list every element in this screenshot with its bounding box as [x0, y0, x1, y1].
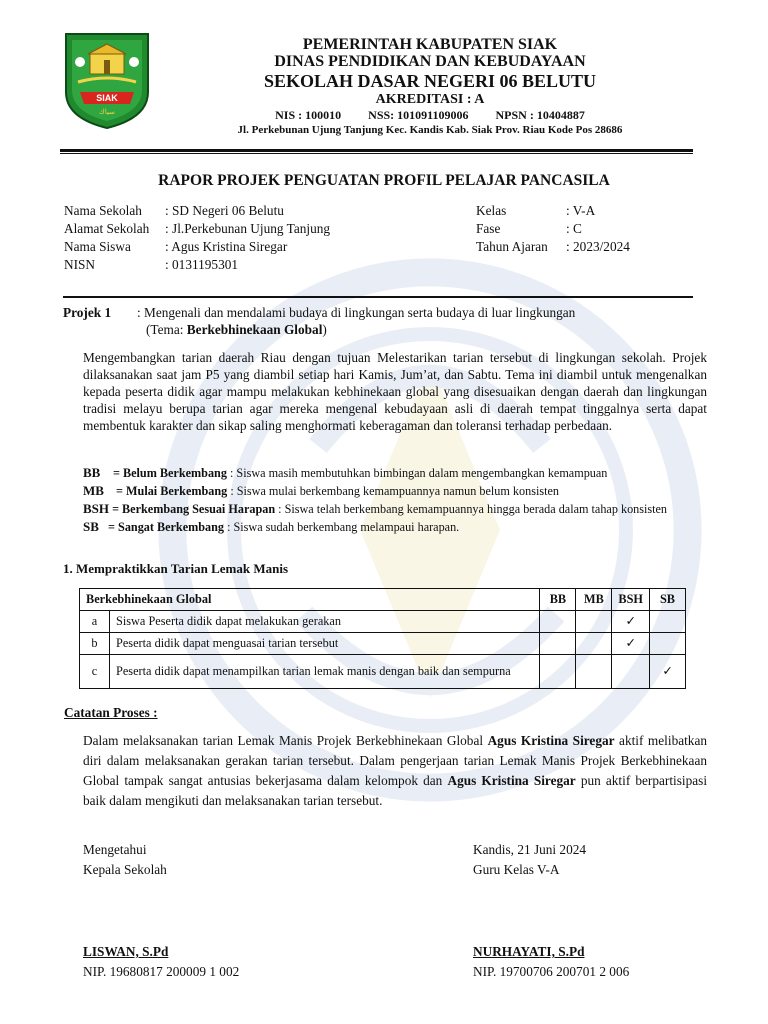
cell-bb [540, 633, 576, 655]
info-row [64, 220, 330, 238]
npsn-number: NPSN : 10404887 [495, 108, 585, 122]
row-letter: b [80, 633, 110, 655]
letterhead-ids [150, 108, 710, 123]
signature-nip: NIP. 19680817 200009 1 002 [83, 963, 240, 979]
info-label: Fase [476, 221, 501, 236]
column-header-sb: SB [650, 589, 686, 611]
cell-bb [540, 655, 576, 689]
cell-sb [650, 633, 686, 655]
info-row [64, 238, 330, 256]
info-label: Alamat Sekolah [64, 221, 150, 236]
student-info-left [64, 202, 330, 274]
cell-mb [576, 655, 612, 689]
cell-sb [650, 611, 686, 633]
notes-student-name: Agus Kristina Siregar [487, 733, 615, 748]
cell-sb: ✓ [650, 655, 686, 689]
letterhead [150, 36, 710, 137]
row-criterion: Siswa Peserta didik dapat melakukan gerakan [110, 611, 540, 633]
info-label: Nama Sekolah [64, 203, 142, 218]
legend-item [83, 482, 707, 500]
project-desc: : Mengenali dan mendalami budaya di lingkungan serta budaya di luar lingkungan [137, 305, 576, 320]
legend-code: BB [83, 465, 101, 480]
row-criterion: Peserta didik dapat menguasai tarian tersebut [110, 633, 540, 655]
project-line [63, 304, 575, 321]
legend-desc: : Siswa sudah berkembang melampaui harapan. [224, 520, 460, 534]
legend-term: = Mulai Berkembang [113, 484, 228, 498]
info-label: Kelas [476, 203, 507, 218]
info-value: : Jl.Perkebunan Ujung Tanjung [165, 221, 331, 236]
info-value: : 2023/2024 [566, 239, 630, 254]
siak-regency-logo [60, 30, 154, 130]
info-label: Nama Siswa [64, 239, 131, 254]
row-criterion: Peserta didik dapat menampilkan tarian lemak manis dengan baik dan sempurna [110, 655, 540, 689]
legend-item [83, 464, 707, 482]
info-value: : Agus Kristina Siregar [165, 239, 288, 254]
logo-text: SIAK [96, 93, 118, 103]
signature-principal-name-block [83, 942, 239, 981]
column-header-bsh: BSH [612, 589, 650, 611]
info-row [476, 220, 630, 238]
info-label: Tahun Ajaran [476, 239, 548, 254]
signature-place-date: Kandis, 21 Juni 2024 [473, 842, 587, 857]
project-description: Mengembangkan tarian daerah Riau dengan tujuan Melestarikan tarian tersebut di lingkungan sekolah. Projek dilaksanakan saat jam P5 yang diambil setiap hari Kamis, Jum’at, dan Sabtu. Tema ini diambil untuk mengenalkan kepada peserta didik agar mampu melakukan kebhinekaan global yang disesuaikan dengan daerah dan lingkungan tradisi melayu berupa tarian agar mereka mengenal kebudayaan asli di daerah tempat tinggalnya serta dapat membentuk karakter dan sikap saling menghormati keberagaman dan toleransi terhadap perbedaan. [83, 350, 707, 433]
signature-teacher-name-block [473, 942, 629, 981]
notes-text: aktif melibatkan diri dalam melaksanakan gerakan tarian tersebut. Dalam pengerjaan tarian Lemak Manis Projek Berkebhinekaan Global tampak sangat antusias bekerjasama dalam kelompok dan [83, 733, 708, 788]
table-row [80, 611, 686, 633]
nss-number: NSS: 101091109006 [368, 108, 469, 122]
info-row [476, 202, 630, 220]
legend-desc: : Siswa mulai berkembang kemampuannya namun belum konsisten [227, 484, 559, 498]
signature-role: Kepala Sekolah [83, 861, 167, 877]
theme-prefix: (Tema: [146, 322, 187, 337]
letterhead-divider [60, 149, 693, 154]
assessment-table [79, 588, 686, 689]
letterhead-school: SEKOLAH DASAR NEGERI 06 BELUTU [263, 71, 597, 91]
column-header-bb: BB [540, 589, 576, 611]
info-label: NISN [64, 257, 96, 272]
legend-code: SB [83, 519, 99, 534]
info-value: : SD Negeri 06 Belutu [165, 203, 284, 218]
legend-item [83, 518, 707, 536]
table-header-row [80, 589, 686, 611]
info-value: : V-A [566, 203, 596, 218]
info-value: : 0131195301 [165, 257, 239, 272]
process-notes [83, 731, 707, 811]
legend-term: = Sangat Berkembang [105, 520, 225, 534]
column-header-mb: MB [576, 589, 612, 611]
table-row [80, 655, 686, 689]
project-label: Projek 1 [63, 305, 112, 320]
legend-desc: : Siswa telah berkembang kemampuannya hingga berada dalam tahap konsisten [275, 502, 668, 516]
assessment-section-title: 1. Mempraktikkan Tarian Lemak Manis [63, 561, 289, 576]
student-info-right [476, 202, 630, 256]
legend-desc: : Siswa masih membutuhkan bimbingan dalam mengembangkan kemampuan [226, 466, 608, 480]
signature-name: LISWAN, S.Pd [83, 944, 169, 959]
info-row [64, 256, 330, 274]
cell-bb [540, 611, 576, 633]
theme-suffix: ) [322, 322, 327, 337]
info-row [64, 202, 330, 220]
info-value: : C [566, 221, 582, 236]
letterhead-accreditation: AKREDITASI : A [375, 92, 485, 107]
section-divider [63, 296, 693, 298]
legend-term: = Berkembang Sesuai Harapan [112, 502, 276, 516]
cell-bsh: ✓ [612, 633, 650, 655]
nis-number: NIS : 100010 [275, 108, 342, 122]
signature-nip: NIP. 19700706 200701 2 006 [473, 963, 630, 979]
letterhead-department: DINAS PENDIDIKAN DAN KEBUDAYAAN [274, 53, 586, 70]
legend-term: = Belum Berkembang [113, 466, 227, 480]
signature-principal [83, 840, 167, 879]
cell-mb [576, 633, 612, 655]
process-notes-heading: Catatan Proses : [64, 705, 158, 720]
row-letter: a [80, 611, 110, 633]
signature-name: NURHAYATI, S.Pd [473, 944, 585, 959]
signature-teacher [473, 840, 586, 879]
project-heading [63, 304, 575, 338]
assessment-legend [83, 464, 707, 536]
letterhead-government: PEMERINTAH KABUPATEN SIAK [302, 36, 558, 53]
notes-text: Dalam melaksanakan tarian Lemak Manis Projek Berkebhinekaan Global [83, 733, 488, 748]
info-row [476, 238, 630, 256]
table-row [80, 633, 686, 655]
legend-code: MB [83, 483, 104, 498]
cell-mb [576, 611, 612, 633]
cell-bsh: ✓ [612, 611, 650, 633]
column-header-category: Berkebhinekaan Global [80, 589, 540, 611]
theme-name: Berkebhinekaan Global [186, 322, 323, 337]
notes-text: pun aktif berpartisipasi baik dalam mengikuti dan melaksanakan tarian tersebut. [83, 773, 708, 808]
letterhead-address: Jl. Perkebunan Ujung Tanjung Kec. Kandis Kab. Siak Prov. Riau Kode Pos 28686 [237, 124, 623, 136]
signature-role: Guru Kelas V-A [473, 861, 560, 877]
legend-item [83, 500, 707, 518]
signature-line1: Mengetahui [83, 842, 147, 857]
cell-bsh [612, 655, 650, 689]
legend-code: BSH [83, 501, 110, 516]
row-letter: c [80, 655, 110, 689]
report-title: RAPOR PROJEK PENGUATAN PROFIL PELAJAR PANCASILA [158, 172, 610, 189]
project-theme [63, 321, 575, 338]
notes-student-name: Agus Kristina Siregar [447, 773, 576, 788]
logo-script: سياك [99, 108, 115, 116]
